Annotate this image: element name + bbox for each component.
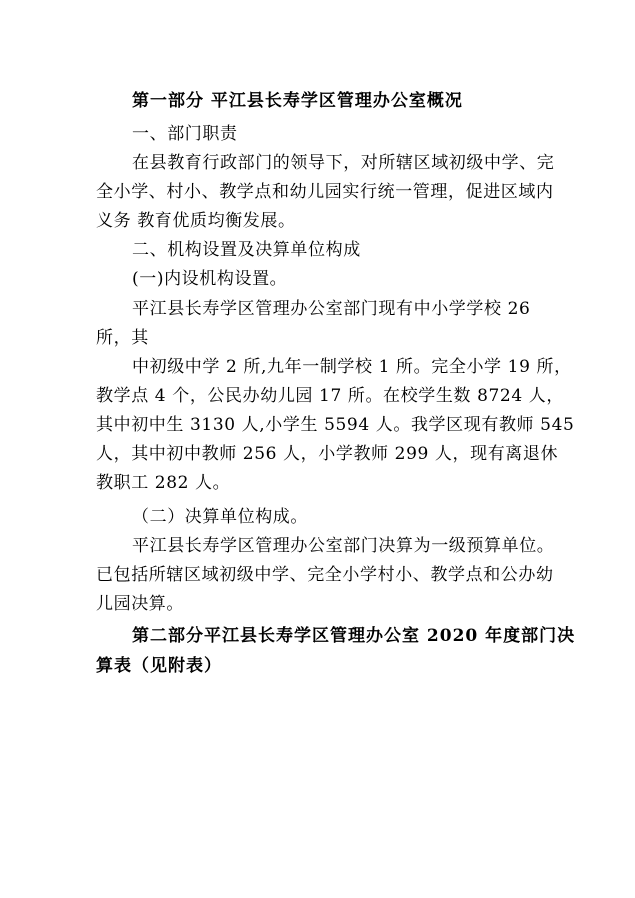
sub2-heading: （二）决算单位构成。	[132, 507, 308, 527]
part2-title-line: 算表（见附表）	[96, 656, 222, 676]
sub1-body-line: 所，其	[96, 328, 149, 348]
part2-title-line: 第二部分平江县长寿学区管理办公室 2020 年度部门决	[132, 626, 576, 646]
sub1-body-line: 其中初中生 3130 人,小学生 5594 人。我学区现有教师 545	[96, 415, 575, 435]
sub1-body-line: 中初级中学 2 所,九年一制学校 1 所。完全小学 19 所，	[132, 357, 572, 377]
sub1-body-line: 教职工 282 人。	[96, 473, 231, 493]
sub1-heading: (一)内设机构设置。	[132, 269, 288, 289]
section1-body-line: 在县教育行政部门的领导下，对所辖区域初级中学、完	[132, 153, 555, 173]
sub2-body-line: 已包括所辖区域初级中学、完全小学村小、教学点和公办幼	[96, 565, 554, 585]
section1-body-line: 全小学、村小、教学点和幼儿园实行统一管理，促进区域内	[96, 182, 554, 202]
sub1-body-line: 教学点 4 个，公民办幼儿园 17 所。在校学生数 8724 人，	[96, 386, 564, 406]
sub2-body-line: 儿园决算。	[96, 594, 184, 614]
section1-heading: 一、部门职责	[132, 124, 238, 144]
section2-heading: 二、机构设置及决算单位构成	[132, 240, 361, 260]
sub1-body-line: 人，其中初中教师 256 人，小学教师 299 人，现有离退休	[96, 444, 559, 464]
section1-body-line: 义务 教育优质均衡发展。	[96, 211, 296, 231]
sub2-body-line: 平江县长寿学区管理办公室部门决算为一级预算单位。	[132, 536, 555, 556]
part1-title: 第一部分 平江县长寿学区管理办公室概况	[132, 91, 463, 111]
sub1-body-line: 平江县长寿学区管理办公室部门现有中小学学校 26	[132, 299, 531, 319]
